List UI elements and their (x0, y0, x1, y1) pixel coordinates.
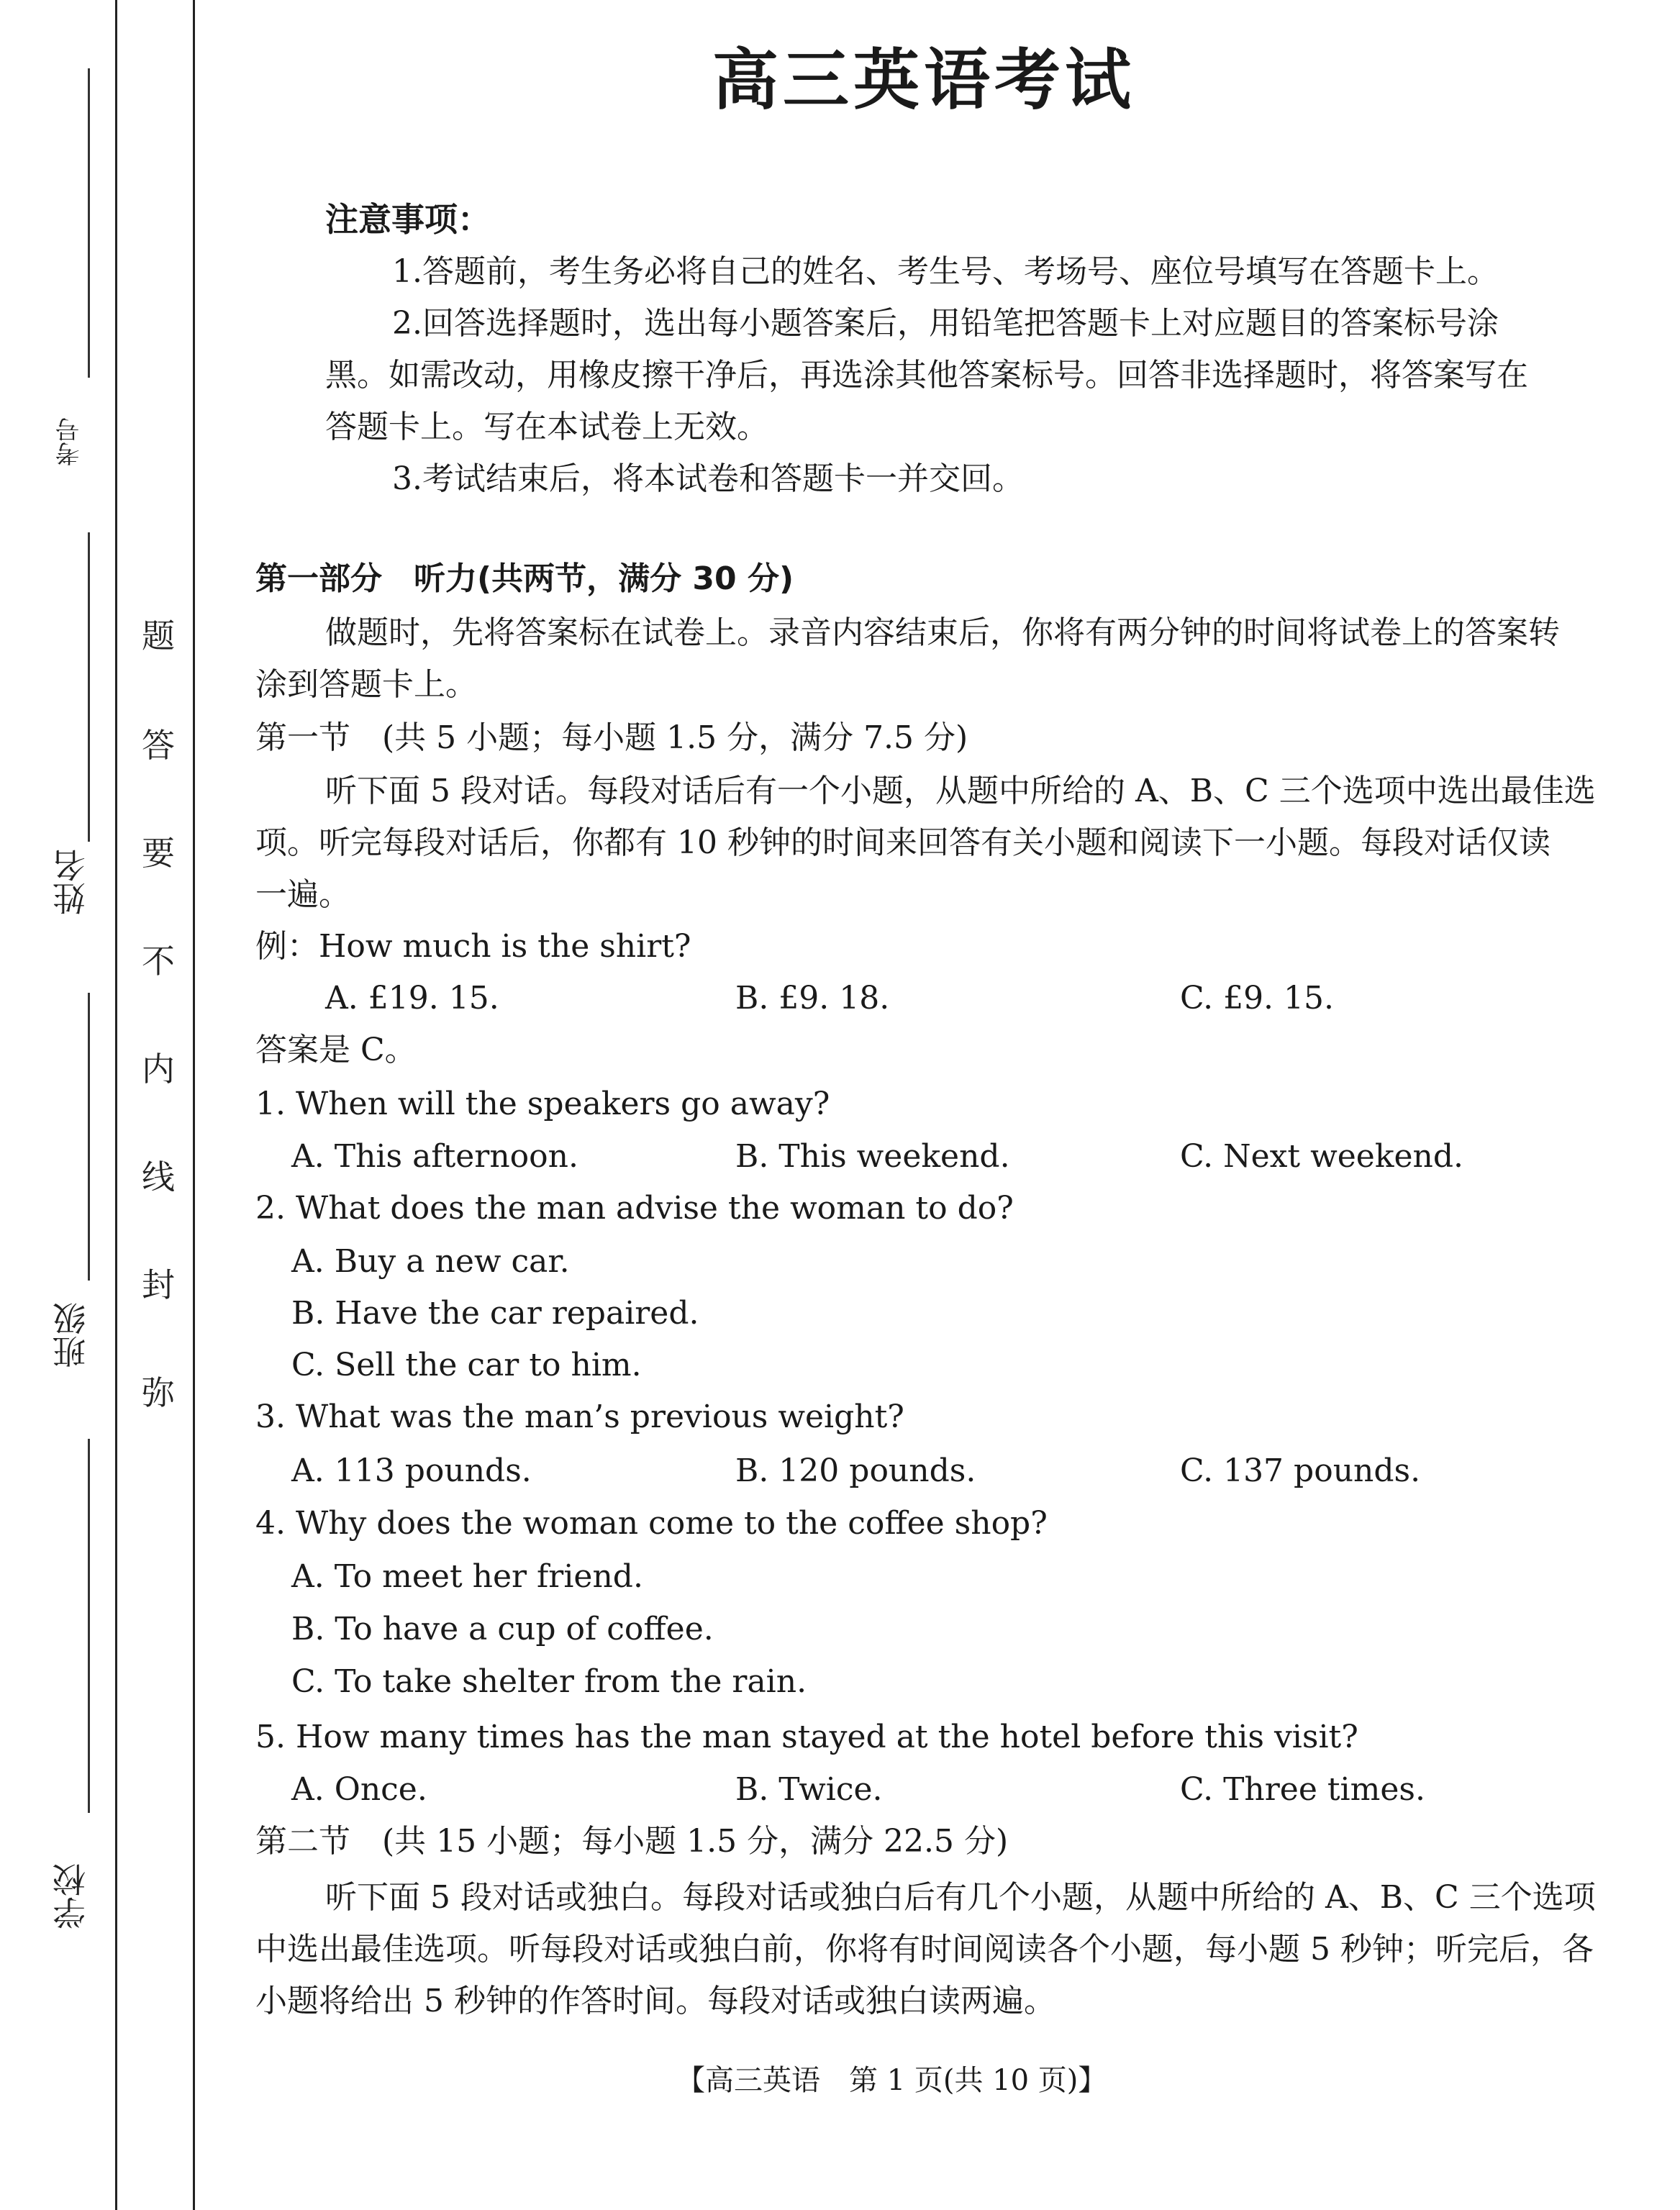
example-option-a: A. £19. 15. (325, 980, 499, 1017)
section1-intro-3: 一遍。 (255, 876, 350, 913)
section1-intro-1: 听下面 5 段对话。每段对话后有一个小题，从题中所给的 A、B、C 三个选项中选出最佳选 (325, 773, 1596, 809)
notice-line-5: 3.考试结束后，将本试卷和答题卡一并交回。 (392, 460, 1024, 497)
notice-heading: 注意事项： (325, 200, 491, 239)
part1-intro-2: 涂到答题卡上。 (255, 666, 477, 703)
section1-heading: 第一节 (共 5 小题；每小题 1.5 分，满分 7.5 分) (255, 719, 968, 756)
question-4-option-a: A. To meet her friend. (291, 1558, 643, 1595)
question-3-option-b: B. 120 pounds. (735, 1452, 976, 1489)
part1-intro-1: 做题时，先将答案标在试卷上。录音内容结束后，你将有两分钟的时间将试卷上的答案转 (325, 614, 1560, 651)
seal-char-6: 线 (142, 1158, 175, 1196)
name-blank (88, 993, 90, 1281)
notice-line-3: 黑。如需改动，用橡皮擦干净后，再选涂其他答案标号。回答非选择题时，将答案写在 (325, 357, 1528, 394)
question-3-option-c: C. 137 pounds. (1180, 1452, 1421, 1489)
question-1-option-a: A. This afternoon. (291, 1138, 578, 1175)
seal-char-5: 内 (142, 1050, 175, 1088)
exam-no-blank-2 (88, 532, 90, 842)
section2-intro-3: 小题将给出 5 秒钟的作答时间。每段对话或独白读两遍。 (255, 1983, 1055, 2019)
part1-heading: 第一部分 听力(共两节，满分 30 分) (255, 560, 794, 597)
example-option-c: C. £9. 15. (1180, 980, 1335, 1017)
question-2-option-c: C. Sell the car to him. (291, 1347, 642, 1383)
section2-heading: 第二节 (共 15 小题；每小题 1.5 分，满分 22.5 分) (255, 1823, 1009, 1860)
question-1-option-c: C. Next weekend. (1180, 1138, 1464, 1175)
seal-char-3: 要 (142, 834, 175, 873)
example-question: 例：How much is the shirt? (255, 928, 691, 965)
section2-intro-2: 中选出最佳选项。听每段对话或独白前，你将有时间阅读各个小题，每小题 5 秒钟；听完后，各 (255, 1931, 1594, 1968)
question-3: 3. What was the man’s previous weight? (255, 1399, 904, 1435)
question-2-option-a: A. Buy a new car. (291, 1243, 570, 1280)
class-label: 班级 (52, 1302, 91, 1368)
seal-char-8: 弥 (142, 1373, 175, 1412)
page-title: 高三英语考试 (712, 42, 1136, 119)
seal-char-1: 题 (142, 617, 175, 655)
question-5-option-a: A. Once. (291, 1771, 427, 1808)
exam-no-blank (88, 68, 90, 378)
question-4-option-c: C. To take shelter from the rain. (291, 1663, 807, 1700)
notice-line-2: 2.回答选择题时，选出每小题答案后，用铅笔把答题卡上对应题目的答案标号涂 (392, 305, 1499, 342)
example-answer: 答案是 C。 (255, 1032, 417, 1068)
question-5-option-b: B. Twice. (735, 1771, 883, 1808)
seal-char-2: 答 (142, 726, 175, 765)
question-2-option-b: B. Have the car repaired. (291, 1295, 699, 1332)
binding-line-outer (115, 0, 117, 2210)
question-3-option-a: A. 113 pounds. (291, 1452, 532, 1489)
page-footer: 【高三英语 第 1 页(共 10 页)】 (676, 2064, 1107, 2097)
question-4-option-b: B. To have a cup of coffee. (291, 1611, 714, 1647)
notice-line-1: 1.答题前，考生务必将自己的姓名、考生号、考场号、座位号填写在答题卡上。 (392, 253, 1499, 290)
question-2: 2. What does the man advise the woman to do? (255, 1190, 1014, 1227)
question-5-option-c: C. Three times. (1180, 1771, 1425, 1808)
section1-intro-2: 项。听完每段对话后，你都有 10 秒钟的时间来回答有关小题和阅读下一小题。每段对话仅读 (255, 824, 1550, 861)
exam-no-label: 考号 (55, 417, 84, 466)
class-blank (88, 1439, 90, 1813)
question-4: 4. Why does the woman come to the coffee shop? (255, 1505, 1048, 1542)
notice-line-4: 答题卡上。写在本试卷上无效。 (325, 409, 768, 445)
seal-char-4: 不 (142, 942, 175, 981)
binding-line-inner (193, 0, 195, 2210)
seal-char-7: 封 (142, 1265, 175, 1304)
question-1: 1. When will the speakers go away? (255, 1086, 830, 1122)
example-option-b: B. £9. 18. (735, 980, 890, 1017)
school-label: 学校 (52, 1863, 91, 1929)
question-5: 5. How many times has the man stayed at the hotel before this visit? (255, 1719, 1358, 1755)
section2-intro-1: 听下面 5 段对话或独白。每段对话或独白后有几个小题，从题中所给的 A、B、C 三个选项 (325, 1879, 1596, 1916)
question-1-option-b: B. This weekend. (735, 1138, 1010, 1175)
name-label: 姓名 (52, 849, 91, 915)
